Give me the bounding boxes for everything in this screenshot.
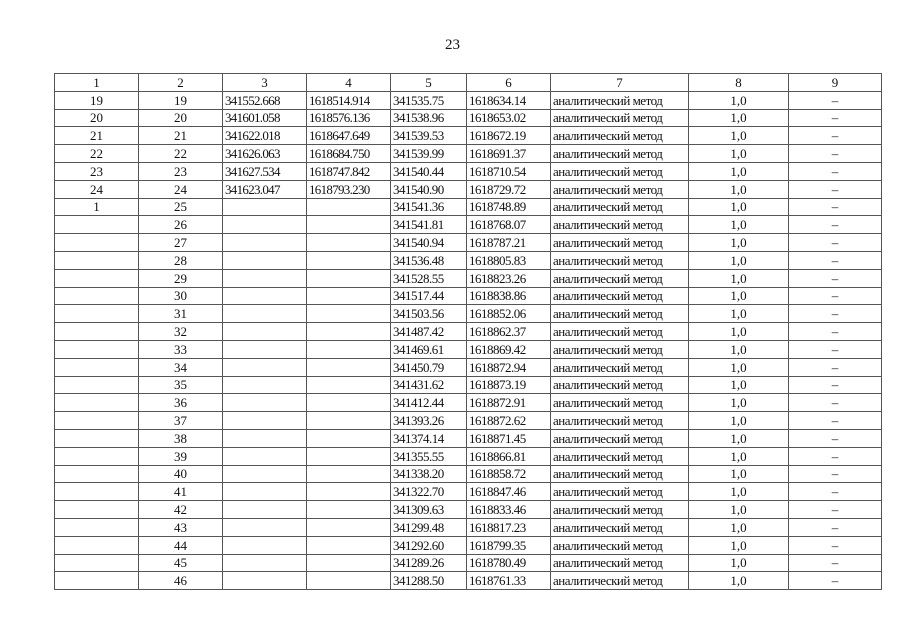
cell-x-old — [223, 269, 307, 287]
cell-x-new: 341541.36 — [391, 198, 467, 216]
cell-point-number — [55, 572, 139, 590]
cell-y-new: 1618847.46 — [467, 483, 551, 501]
cell-y-old — [307, 323, 391, 341]
cell-accuracy: 1,0 — [689, 234, 789, 252]
cell-y-new: 1618873.19 — [467, 376, 551, 394]
cell-point-number — [55, 536, 139, 554]
cell-y-old — [307, 447, 391, 465]
cell-y-old — [307, 358, 391, 376]
cell-y-new: 1618823.26 — [467, 269, 551, 287]
cell-accuracy: 1,0 — [689, 358, 789, 376]
cell-x-new: 341517.44 — [391, 287, 467, 305]
cell-y-new: 1618872.94 — [467, 358, 551, 376]
table-row — [55, 572, 882, 590]
cell-x-old: 341627.534 — [223, 162, 307, 180]
cell-x-old: 341622.018 — [223, 127, 307, 145]
table-header-row — [55, 74, 882, 92]
cell-accuracy: 1,0 — [689, 323, 789, 341]
table-row — [55, 376, 882, 394]
cell-note: – — [789, 287, 882, 305]
cell-y-old — [307, 198, 391, 216]
cell-x-new: 341412.44 — [391, 394, 467, 412]
cell-note: – — [789, 162, 882, 180]
cell-note: – — [789, 412, 882, 430]
cell-x-old — [223, 216, 307, 234]
cell-note: – — [789, 127, 882, 145]
cell-note: – — [789, 180, 882, 198]
cell-y-new: 1618858.72 — [467, 465, 551, 483]
cell-part-number: 40 — [139, 465, 223, 483]
cell-y-new: 1618872.91 — [467, 394, 551, 412]
cell-x-new: 341540.44 — [391, 162, 467, 180]
cell-x-old — [223, 251, 307, 269]
cell-note: – — [789, 305, 882, 323]
cell-accuracy: 1,0 — [689, 447, 789, 465]
cell-y-old — [307, 572, 391, 590]
cell-part-number: 32 — [139, 323, 223, 341]
cell-accuracy: 1,0 — [689, 429, 789, 447]
cell-accuracy: 1,0 — [689, 518, 789, 536]
table-row — [55, 109, 882, 127]
cell-y-new: 1618672.19 — [467, 127, 551, 145]
cell-accuracy: 1,0 — [689, 572, 789, 590]
cell-x-old — [223, 536, 307, 554]
cell-note: – — [789, 447, 882, 465]
cell-x-new: 341322.70 — [391, 483, 467, 501]
cell-part-number: 34 — [139, 358, 223, 376]
cell-point-number — [55, 323, 139, 341]
cell-x-new: 341536.48 — [391, 251, 467, 269]
cell-y-old — [307, 394, 391, 412]
cell-y-old — [307, 501, 391, 519]
cell-accuracy: 1,0 — [689, 91, 789, 109]
cell-part-number: 24 — [139, 180, 223, 198]
cell-x-old — [223, 394, 307, 412]
cell-point-number: 1 — [55, 198, 139, 216]
cell-method: аналитический метод — [551, 536, 689, 554]
cell-x-old — [223, 501, 307, 519]
cell-x-new: 341450.79 — [391, 358, 467, 376]
cell-accuracy: 1,0 — [689, 554, 789, 572]
cell-point-number: 21 — [55, 127, 139, 145]
cell-note: – — [789, 234, 882, 252]
cell-point-number — [55, 412, 139, 430]
cell-method: аналитический метод — [551, 465, 689, 483]
cell-x-new: 341528.55 — [391, 269, 467, 287]
cell-method: аналитический метод — [551, 234, 689, 252]
cell-y-old — [307, 412, 391, 430]
cell-x-old — [223, 554, 307, 572]
cell-x-old: 341626.063 — [223, 145, 307, 163]
header-cell-4: 4 — [307, 74, 391, 92]
table-row — [55, 251, 882, 269]
cell-x-new: 341469.61 — [391, 340, 467, 358]
cell-accuracy: 1,0 — [689, 109, 789, 127]
cell-part-number: 42 — [139, 501, 223, 519]
cell-part-number: 23 — [139, 162, 223, 180]
cell-x-new: 341292.60 — [391, 536, 467, 554]
cell-y-new: 1618768.07 — [467, 216, 551, 234]
table-row — [55, 447, 882, 465]
cell-x-old — [223, 234, 307, 252]
cell-method: аналитический метод — [551, 109, 689, 127]
cell-y-new: 1618634.14 — [467, 91, 551, 109]
cell-x-new: 341539.99 — [391, 145, 467, 163]
cell-x-old — [223, 358, 307, 376]
cell-note: – — [789, 554, 882, 572]
cell-point-number — [55, 216, 139, 234]
header-cell-3: 3 — [223, 74, 307, 92]
cell-method: аналитический метод — [551, 501, 689, 519]
cell-x-old — [223, 518, 307, 536]
cell-note: – — [789, 518, 882, 536]
cell-y-old: 1618576.136 — [307, 109, 391, 127]
cell-x-old — [223, 465, 307, 483]
cell-point-number — [55, 340, 139, 358]
cell-part-number: 31 — [139, 305, 223, 323]
cell-part-number: 33 — [139, 340, 223, 358]
cell-accuracy: 1,0 — [689, 340, 789, 358]
cell-x-new: 341355.55 — [391, 447, 467, 465]
cell-x-old — [223, 483, 307, 501]
cell-x-new: 341299.48 — [391, 518, 467, 536]
cell-part-number: 19 — [139, 91, 223, 109]
cell-y-old — [307, 340, 391, 358]
cell-accuracy: 1,0 — [689, 412, 789, 430]
cell-note: – — [789, 91, 882, 109]
cell-point-number — [55, 447, 139, 465]
cell-y-new: 1618872.62 — [467, 412, 551, 430]
cell-part-number: 26 — [139, 216, 223, 234]
cell-method: аналитический метод — [551, 429, 689, 447]
cell-x-new: 341309.63 — [391, 501, 467, 519]
cell-y-new: 1618653.02 — [467, 109, 551, 127]
cell-note: – — [789, 340, 882, 358]
cell-note: – — [789, 358, 882, 376]
header-cell-8: 8 — [689, 74, 789, 92]
cell-method: аналитический метод — [551, 145, 689, 163]
cell-point-number — [55, 465, 139, 483]
cell-point-number — [55, 358, 139, 376]
cell-note: – — [789, 323, 882, 341]
cell-part-number: 25 — [139, 198, 223, 216]
cell-y-new: 1618852.06 — [467, 305, 551, 323]
cell-y-new: 1618866.81 — [467, 447, 551, 465]
cell-method: аналитический метод — [551, 447, 689, 465]
cell-x-new: 341539.53 — [391, 127, 467, 145]
cell-y-new: 1618691.37 — [467, 145, 551, 163]
cell-point-number — [55, 429, 139, 447]
table-row — [55, 465, 882, 483]
cell-x-new: 341431.62 — [391, 376, 467, 394]
cell-accuracy: 1,0 — [689, 394, 789, 412]
table-row — [55, 518, 882, 536]
cell-part-number: 44 — [139, 536, 223, 554]
cell-y-new: 1618761.33 — [467, 572, 551, 590]
cell-x-old: 341623.047 — [223, 180, 307, 198]
cell-note: – — [789, 501, 882, 519]
header-cell-5: 5 — [391, 74, 467, 92]
table-row — [55, 287, 882, 305]
table-row — [55, 216, 882, 234]
cell-point-number — [55, 305, 139, 323]
table-row — [55, 127, 882, 145]
cell-part-number: 46 — [139, 572, 223, 590]
table-row — [55, 394, 882, 412]
cell-x-old — [223, 287, 307, 305]
cell-y-old — [307, 429, 391, 447]
cell-method: аналитический метод — [551, 358, 689, 376]
cell-accuracy: 1,0 — [689, 180, 789, 198]
table-row — [55, 145, 882, 163]
cell-x-new: 341374.14 — [391, 429, 467, 447]
cell-x-old — [223, 323, 307, 341]
cell-y-old — [307, 554, 391, 572]
cell-part-number: 21 — [139, 127, 223, 145]
cell-method: аналитический метод — [551, 251, 689, 269]
cell-y-old — [307, 376, 391, 394]
cell-y-new: 1618748.89 — [467, 198, 551, 216]
cell-method: аналитический метод — [551, 483, 689, 501]
cell-y-new: 1618862.37 — [467, 323, 551, 341]
header-cell-1: 1 — [55, 74, 139, 92]
cell-note: – — [789, 483, 882, 501]
cell-x-old — [223, 198, 307, 216]
cell-part-number: 20 — [139, 109, 223, 127]
cell-y-old: 1618793.230 — [307, 180, 391, 198]
cell-x-old — [223, 429, 307, 447]
cell-note: – — [789, 145, 882, 163]
cell-part-number: 22 — [139, 145, 223, 163]
table-row — [55, 162, 882, 180]
cell-note: – — [789, 394, 882, 412]
cell-x-old: 341552.668 — [223, 91, 307, 109]
cell-part-number: 27 — [139, 234, 223, 252]
cell-point-number — [55, 501, 139, 519]
cell-note: – — [789, 269, 882, 287]
table-row — [55, 234, 882, 252]
cell-x-old — [223, 340, 307, 358]
table-row — [55, 483, 882, 501]
cell-method: аналитический метод — [551, 180, 689, 198]
cell-method: аналитический метод — [551, 376, 689, 394]
cell-note: – — [789, 109, 882, 127]
cell-x-old — [223, 447, 307, 465]
cell-y-old — [307, 465, 391, 483]
cell-point-number — [55, 483, 139, 501]
cell-method: аналитический метод — [551, 269, 689, 287]
cell-method: аналитический метод — [551, 216, 689, 234]
cell-y-new: 1618729.72 — [467, 180, 551, 198]
cell-method: аналитический метод — [551, 554, 689, 572]
cell-accuracy: 1,0 — [689, 536, 789, 554]
page-number: 23 — [445, 37, 460, 53]
table-row — [55, 340, 882, 358]
cell-x-new: 341540.94 — [391, 234, 467, 252]
cell-note: – — [789, 198, 882, 216]
cell-x-new: 341540.90 — [391, 180, 467, 198]
cell-part-number: 28 — [139, 251, 223, 269]
table-row — [55, 180, 882, 198]
coordinates-table — [54, 73, 882, 590]
cell-y-old — [307, 269, 391, 287]
cell-part-number: 30 — [139, 287, 223, 305]
header-cell-2: 2 — [139, 74, 223, 92]
cell-method: аналитический метод — [551, 412, 689, 430]
cell-accuracy: 1,0 — [689, 501, 789, 519]
table-row — [55, 198, 882, 216]
cell-x-new: 341338.20 — [391, 465, 467, 483]
cell-part-number: 29 — [139, 269, 223, 287]
table-row — [55, 412, 882, 430]
cell-part-number: 41 — [139, 483, 223, 501]
cell-accuracy: 1,0 — [689, 483, 789, 501]
cell-method: аналитический метод — [551, 323, 689, 341]
table-body — [55, 91, 882, 589]
header-cell-6: 6 — [467, 74, 551, 92]
cell-accuracy: 1,0 — [689, 127, 789, 145]
cell-method: аналитический метод — [551, 127, 689, 145]
cell-point-number — [55, 234, 139, 252]
cell-y-old: 1618514.914 — [307, 91, 391, 109]
cell-method: аналитический метод — [551, 198, 689, 216]
cell-x-old — [223, 572, 307, 590]
cell-part-number: 37 — [139, 412, 223, 430]
cell-accuracy: 1,0 — [689, 198, 789, 216]
cell-x-old — [223, 305, 307, 323]
table-row — [55, 269, 882, 287]
cell-y-old — [307, 251, 391, 269]
cell-part-number: 35 — [139, 376, 223, 394]
table-row — [55, 305, 882, 323]
cell-y-new: 1618805.83 — [467, 251, 551, 269]
cell-note: – — [789, 572, 882, 590]
cell-note: – — [789, 216, 882, 234]
table-row — [55, 91, 882, 109]
table-row — [55, 501, 882, 519]
cell-accuracy: 1,0 — [689, 465, 789, 483]
cell-y-old: 1618647.649 — [307, 127, 391, 145]
cell-method: аналитический метод — [551, 518, 689, 536]
cell-y-old — [307, 536, 391, 554]
cell-point-number: 19 — [55, 91, 139, 109]
cell-y-old — [307, 216, 391, 234]
header-cell-7: 7 — [551, 74, 689, 92]
cell-y-old — [307, 483, 391, 501]
cell-note: – — [789, 251, 882, 269]
cell-x-new: 341538.96 — [391, 109, 467, 127]
cell-x-new: 341289.26 — [391, 554, 467, 572]
cell-accuracy: 1,0 — [689, 162, 789, 180]
cell-accuracy: 1,0 — [689, 376, 789, 394]
cell-part-number: 36 — [139, 394, 223, 412]
cell-point-number: 24 — [55, 180, 139, 198]
table-row — [55, 554, 882, 572]
cell-x-old: 341601.058 — [223, 109, 307, 127]
cell-y-new: 1618838.86 — [467, 287, 551, 305]
cell-y-new: 1618871.45 — [467, 429, 551, 447]
cell-y-new: 1618780.49 — [467, 554, 551, 572]
cell-y-new: 1618787.21 — [467, 234, 551, 252]
cell-note: – — [789, 465, 882, 483]
cell-y-old — [307, 518, 391, 536]
cell-y-new: 1618799.35 — [467, 536, 551, 554]
header-cell-9: 9 — [789, 74, 882, 92]
table-row — [55, 358, 882, 376]
cell-accuracy: 1,0 — [689, 269, 789, 287]
cell-point-number — [55, 554, 139, 572]
cell-x-new: 341393.26 — [391, 412, 467, 430]
cell-y-new: 1618869.42 — [467, 340, 551, 358]
cell-y-old — [307, 305, 391, 323]
cell-x-new: 341288.50 — [391, 572, 467, 590]
cell-method: аналитический метод — [551, 340, 689, 358]
cell-x-new: 341503.56 — [391, 305, 467, 323]
cell-method: аналитический метод — [551, 572, 689, 590]
cell-y-old: 1618747.842 — [307, 162, 391, 180]
cell-method: аналитический метод — [551, 394, 689, 412]
cell-y-old — [307, 287, 391, 305]
table-row — [55, 536, 882, 554]
cell-method: аналитический метод — [551, 91, 689, 109]
cell-x-old — [223, 376, 307, 394]
cell-accuracy: 1,0 — [689, 251, 789, 269]
cell-note: – — [789, 376, 882, 394]
cell-point-number — [55, 518, 139, 536]
cell-part-number: 45 — [139, 554, 223, 572]
cell-x-old — [223, 412, 307, 430]
table-row — [55, 429, 882, 447]
cell-point-number — [55, 287, 139, 305]
cell-accuracy: 1,0 — [689, 145, 789, 163]
cell-method: аналитический метод — [551, 305, 689, 323]
cell-point-number — [55, 251, 139, 269]
cell-y-new: 1618833.46 — [467, 501, 551, 519]
cell-accuracy: 1,0 — [689, 305, 789, 323]
cell-y-new: 1618710.54 — [467, 162, 551, 180]
cell-part-number: 43 — [139, 518, 223, 536]
cell-point-number — [55, 394, 139, 412]
cell-part-number: 38 — [139, 429, 223, 447]
cell-accuracy: 1,0 — [689, 216, 789, 234]
cell-x-new: 341541.81 — [391, 216, 467, 234]
cell-y-old: 1618684.750 — [307, 145, 391, 163]
cell-point-number: 23 — [55, 162, 139, 180]
cell-x-new: 341535.75 — [391, 91, 467, 109]
cell-note: – — [789, 429, 882, 447]
cell-y-old — [307, 234, 391, 252]
cell-part-number: 39 — [139, 447, 223, 465]
cell-accuracy: 1,0 — [689, 287, 789, 305]
table-row — [55, 323, 882, 341]
cell-point-number — [55, 376, 139, 394]
cell-point-number: 20 — [55, 109, 139, 127]
cell-point-number — [55, 269, 139, 287]
cell-y-new: 1618817.23 — [467, 518, 551, 536]
cell-method: аналитический метод — [551, 287, 689, 305]
cell-method: аналитический метод — [551, 162, 689, 180]
cell-x-new: 341487.42 — [391, 323, 467, 341]
cell-note: – — [789, 536, 882, 554]
cell-point-number: 22 — [55, 145, 139, 163]
